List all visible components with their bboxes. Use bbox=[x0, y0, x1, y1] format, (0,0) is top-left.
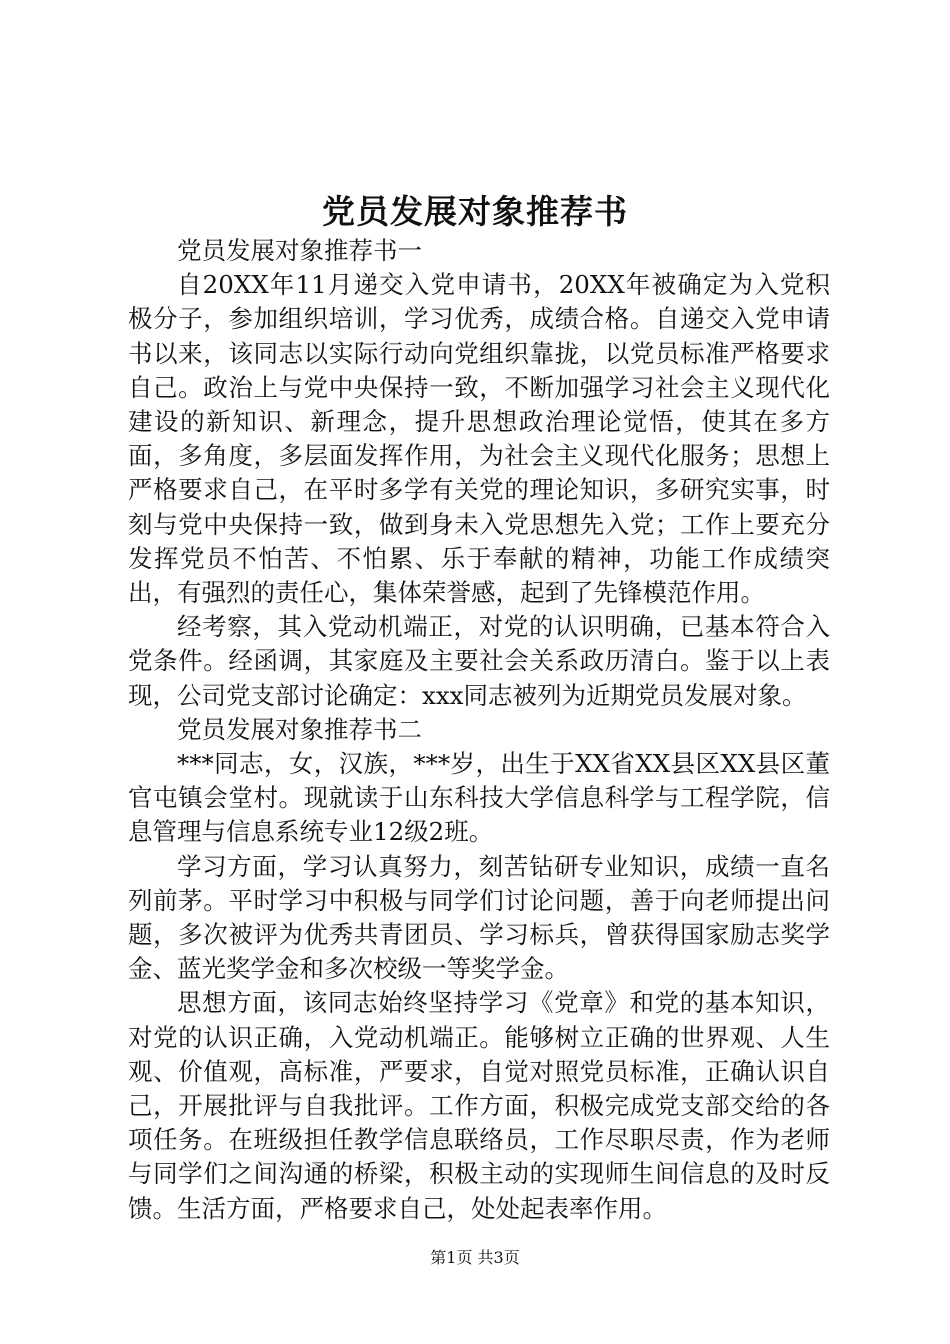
page-number-footer: 第1页 共3页 bbox=[430, 1248, 520, 1267]
paragraph: 经考察，其入党动机端正，对党的认识明确，已基本符合入党条件。经函调，其家庭及主要社会关系政历清白。鉴于以上表现，公司党支部讨论确定：xxx同志被列为近期党员发展对象。 bbox=[128, 612, 830, 710]
paragraph: ***同志，女，汉族，***岁，出生于XX省XX县区XX县区董官屯镇会堂村。现就读于山东科技大学信息科学与工程学院，信息管理与信息系统专业12级2班。 bbox=[128, 749, 830, 847]
section-heading-2: 党员发展对象推荐书二 bbox=[177, 714, 422, 744]
document-title: 党员发展对象推荐书 bbox=[322, 192, 628, 231]
paragraph: 思想方面，该同志始终坚持学习《党章》和党的基本知识，对党的认识正确，入党动机端正。能够树立正确的世界观、人生观、价值观，高标准，严要求，自觉对照党员标准，正确认识自己，开展批评与自我批评。工作方面，积极完成党支部交给的各项任务。在班级担任教学信息联络员，工作尽职尽责，作为老师与同学们之间沟通的桥梁，积极主动的实现师生间信息的及时反馈。生活方面，严格要求自己，处处起表率作用。 bbox=[128, 988, 830, 1223]
paragraph: 自20XX年11月递交入党申请书，20XX年被确定为入党积极分子，参加组织培训，学习优秀，成绩合格。自递交入党申请书以来，该同志以实际行动向党组织靠拢，以党员标准严格要求自己。政治上与党中央保持一致，不断加强学习社会主义现代化建设的新知识、新理念，提升思想政治理论觉悟，使其在多方面，多角度，多层面发挥作用，为社会主义现代化服务；思想上严格要求自己，在平时多学有关党的理论知识，多研究实事，时刻与党中央保持一致，做到身未入党思想先入党；工作上要充分发挥党员不怕苦、不怕累、乐于奉献的精神，功能工作成绩突出，有强烈的责任心，集体荣誉感，起到了先锋模范作用。 bbox=[128, 270, 830, 608]
section-heading-1: 党员发展对象推荐书一 bbox=[177, 236, 422, 265]
paragraph: 学习方面，学习认真努力，刻苦钻研专业知识，成绩一直名列前茅。平时学习中积极与同学们讨论问题，善于向老师提出问题，多次被评为优秀共青团员、学习标兵，曾获得国家励志奖学金、蓝光奖学金和多次校级一等奖学金。 bbox=[128, 851, 830, 984]
document-body bbox=[128, 234, 830, 1226]
